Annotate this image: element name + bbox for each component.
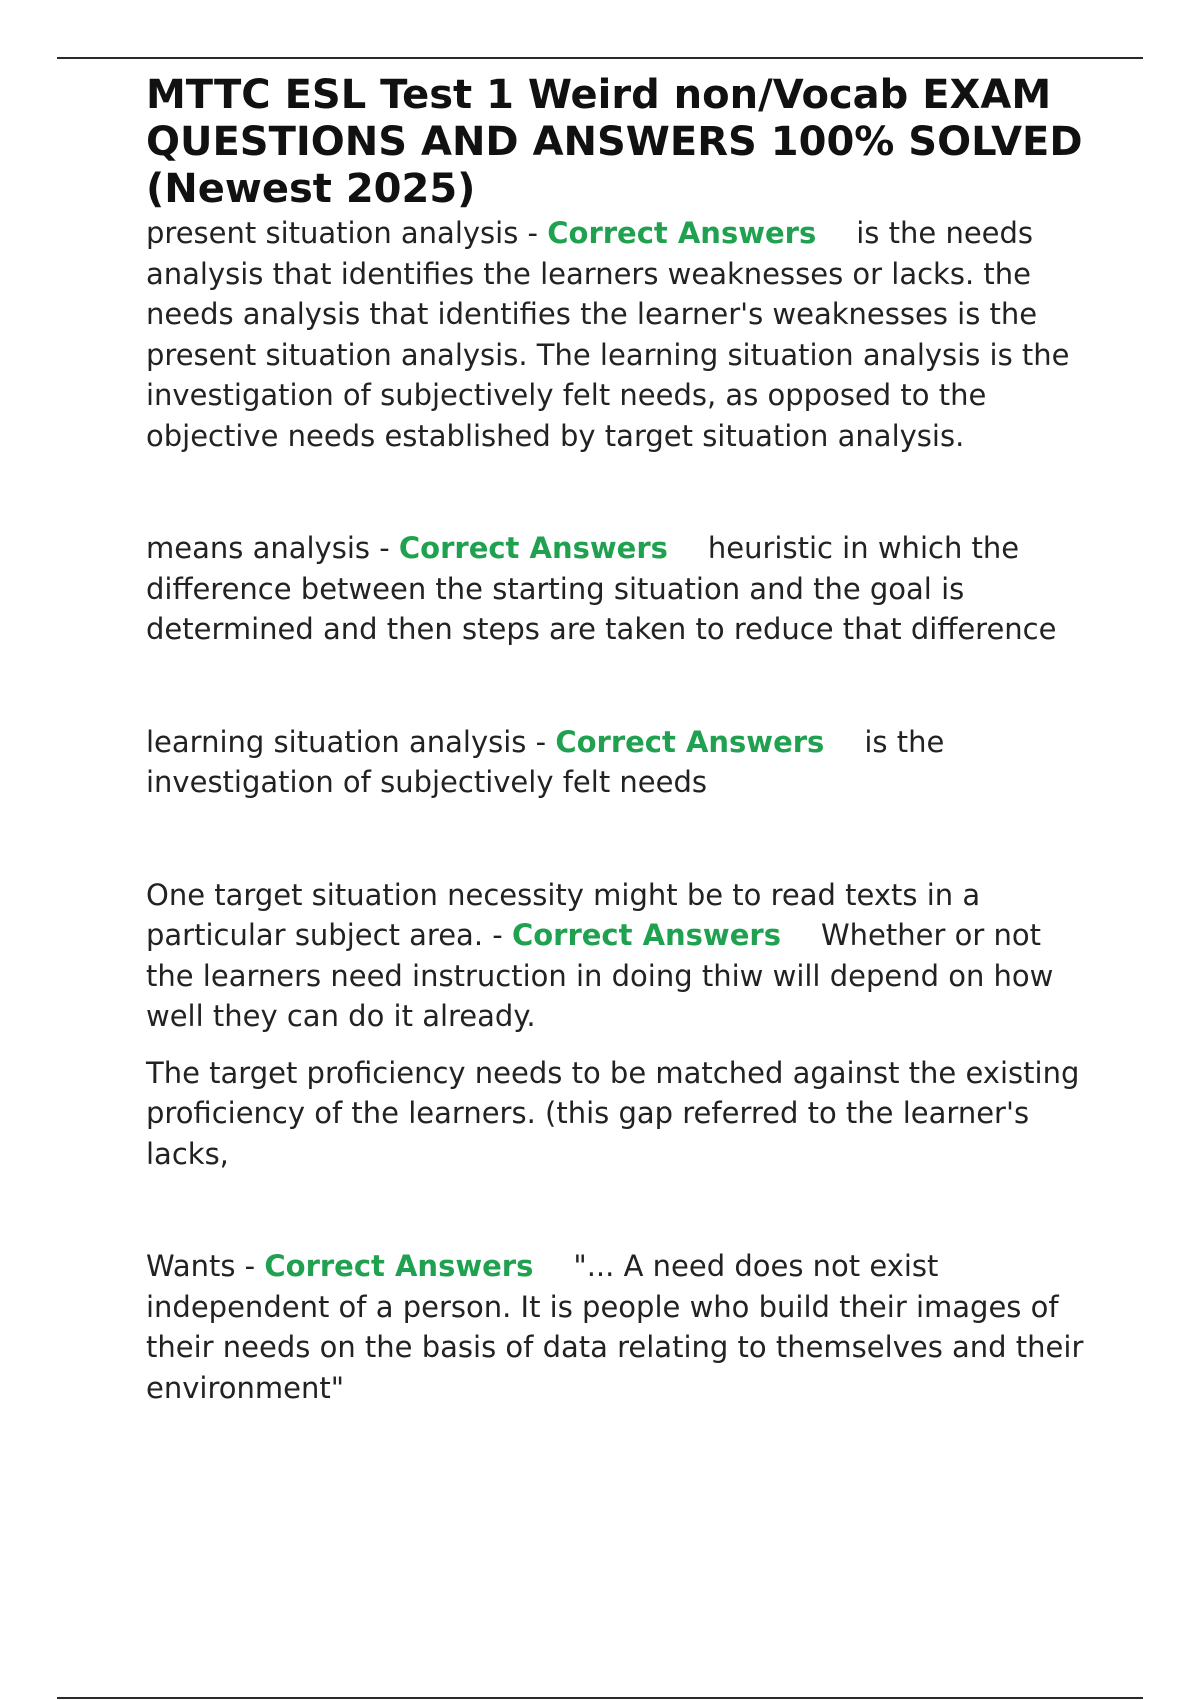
answer-label: Correct Answers [511, 918, 781, 952]
top-rule [57, 57, 1143, 59]
answer-label: Correct Answers [555, 724, 825, 759]
answer: is the needs analysis that identifies the learners weaknesses or lacks. the needs analysis that identifies the learner's weaknesses is the present situation analysis. The learning situation analysis is the investigation of subjectively felt needs, as opposed to the objective needs established by target situation analysis. [146, 216, 1070, 453]
qa-entry-present-situation [146, 213, 1096, 456]
term: Wants - [146, 1249, 265, 1283]
answer-label: Correct Answers [264, 1249, 534, 1283]
document-title: MTTC ESL Test 1 Weird non/Vocab EXAM QUESTIONS AND ANSWERS 100% SOLVED (Newest 2025) [146, 72, 1083, 212]
qa-entry-learning-situation [146, 722, 1096, 803]
answer: heuristic in which the difference between the starting situation and the goal is determined and then steps are taken to reduce that difference [146, 531, 1057, 646]
term: means analysis - [146, 531, 399, 565]
qa-entry-wants [146, 1246, 1096, 1408]
term: learning situation analysis - [146, 724, 556, 759]
answer: Whether or not the learners need instruction in doing thiw will depend on how well they can do it already. [146, 918, 1054, 1033]
qa-entry-target-situation [146, 875, 1096, 1037]
answer-label: Correct Answers [398, 531, 668, 565]
term: One target situation necessity might be to read texts in a particular subject area. - [146, 877, 981, 952]
answer-label: Correct Answers [547, 216, 817, 250]
bottom-rule [57, 1697, 1143, 1699]
document-body [146, 72, 1096, 1408]
qa-entry-means-analysis [146, 528, 1096, 650]
term: present situation analysis - [146, 216, 548, 250]
answer: "... A need does not exist independent of a person. It is people who build their images of their needs on the basis of data relating to themselves and their environment" [146, 1249, 1084, 1405]
target-proficiency-note: The target proficiency needs to be matched against the existing proficiency of the learners. (this gap referred to the learner's lacks, [146, 1055, 1080, 1171]
answer: is the investigation of subjectively felt needs [146, 724, 945, 799]
